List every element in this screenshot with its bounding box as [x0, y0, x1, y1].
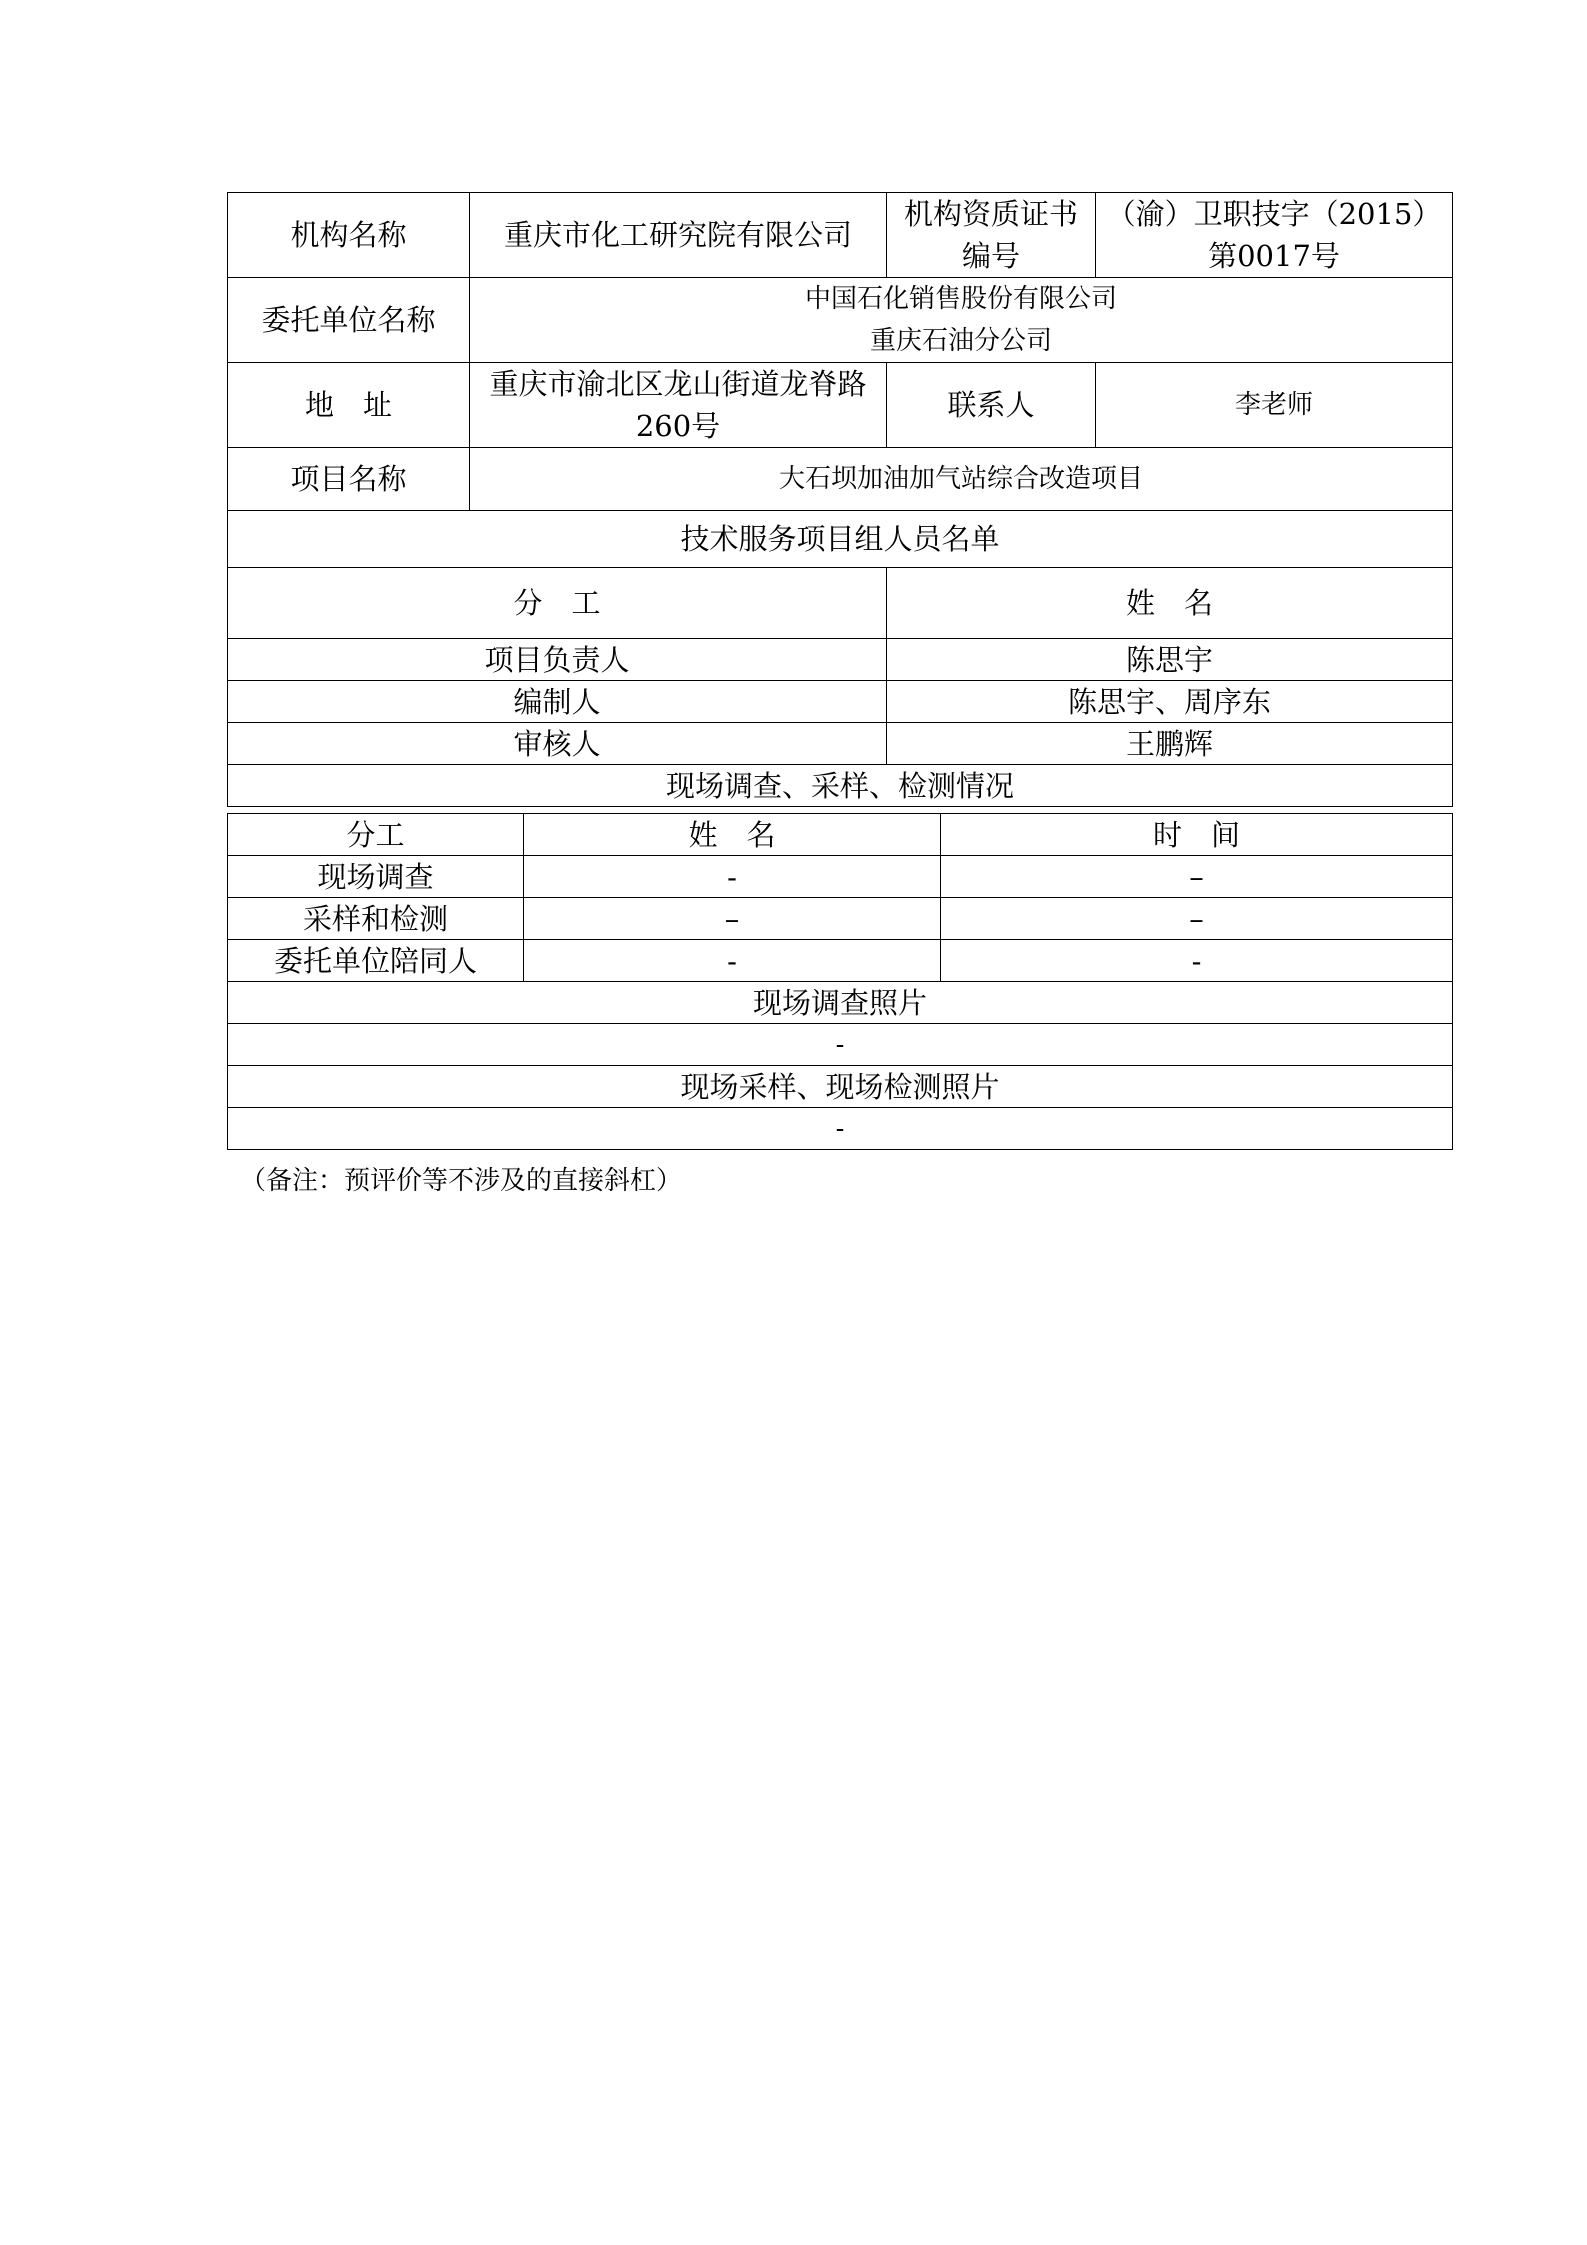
survey-col-name: 姓 名 — [524, 814, 941, 856]
sampling-photos-value: - — [228, 1108, 1453, 1150]
survey-section-title: 现场调查、采样、检测情况 — [228, 765, 1453, 807]
team-role-cell: 项目负责人 — [228, 639, 887, 681]
org-row — [228, 193, 1453, 278]
client-label: 委托单位名称 — [228, 278, 470, 363]
survey-photos-title: 现场调查照片 — [228, 982, 1453, 1024]
address-value: 重庆市渝北区龙山街道龙脊路260号 — [470, 363, 887, 448]
client-value-line1: 中国石化销售股份有限公司 — [805, 284, 1118, 314]
cert-value: （渝）卫职技字（2015）第0017号 — [1096, 193, 1453, 278]
team-header-row — [228, 568, 1453, 639]
survey-photos-value: - — [228, 1024, 1453, 1066]
survey-time-cell: – — [941, 856, 1453, 898]
survey-name-cell: - — [524, 940, 941, 982]
survey-col-time: 时 间 — [941, 814, 1453, 856]
team-col-name: 姓 名 — [887, 568, 1453, 639]
cert-label: 机构资质证书编号 — [887, 193, 1096, 278]
team-row — [228, 639, 1453, 681]
team-row — [228, 681, 1453, 723]
team-row — [228, 723, 1453, 765]
client-value-line2: 重庆石油分公司 — [870, 326, 1053, 356]
survey-row — [228, 940, 1453, 982]
sampling-photos-title: 现场采样、现场检测照片 — [228, 1066, 1453, 1108]
address-label: 地 址 — [228, 363, 470, 448]
survey-role-cell: 现场调查 — [228, 856, 524, 898]
client-row — [228, 278, 1453, 363]
contact-label: 联系人 — [887, 363, 1096, 448]
sampling-photos-row — [228, 1108, 1453, 1150]
survey-name-cell: – — [524, 898, 941, 940]
footnote: （备注：预评价等不涉及的直接斜杠） — [240, 1166, 683, 1196]
survey-table — [227, 813, 1453, 1150]
team-name-cell: 陈思宇、周序东 — [887, 681, 1453, 723]
org-name-value: 重庆市化工研究院有限公司 — [470, 193, 887, 278]
survey-photos-row — [228, 1024, 1453, 1066]
survey-header-row — [228, 814, 1453, 856]
address-row — [228, 363, 1453, 448]
survey-role-cell: 委托单位陪同人 — [228, 940, 524, 982]
survey-col-role: 分工 — [228, 814, 524, 856]
project-value: 大石坝加油加气站综合改造项目 — [470, 448, 1453, 511]
team-name-cell: 陈思宇 — [887, 639, 1453, 681]
team-section-row — [228, 511, 1453, 568]
project-label: 项目名称 — [228, 448, 470, 511]
team-role-cell: 审核人 — [228, 723, 887, 765]
org-name-label: 机构名称 — [228, 193, 470, 278]
survey-row — [228, 856, 1453, 898]
sampling-photos-title-row — [228, 1066, 1453, 1108]
survey-time-cell: - — [941, 940, 1453, 982]
survey-section-row — [228, 765, 1453, 807]
team-role-cell: 编制人 — [228, 681, 887, 723]
team-name-cell: 王鹏辉 — [887, 723, 1453, 765]
info-table — [227, 192, 1453, 807]
survey-role-cell: 采样和检测 — [228, 898, 524, 940]
survey-time-cell: – — [941, 898, 1453, 940]
team-section-title: 技术服务项目组人员名单 — [228, 511, 1453, 568]
client-value — [470, 278, 1453, 363]
contact-value: 李老师 — [1096, 363, 1453, 448]
survey-row — [228, 898, 1453, 940]
survey-photos-title-row — [228, 982, 1453, 1024]
project-row — [228, 448, 1453, 511]
team-col-role: 分 工 — [228, 568, 887, 639]
survey-name-cell: - — [524, 856, 941, 898]
